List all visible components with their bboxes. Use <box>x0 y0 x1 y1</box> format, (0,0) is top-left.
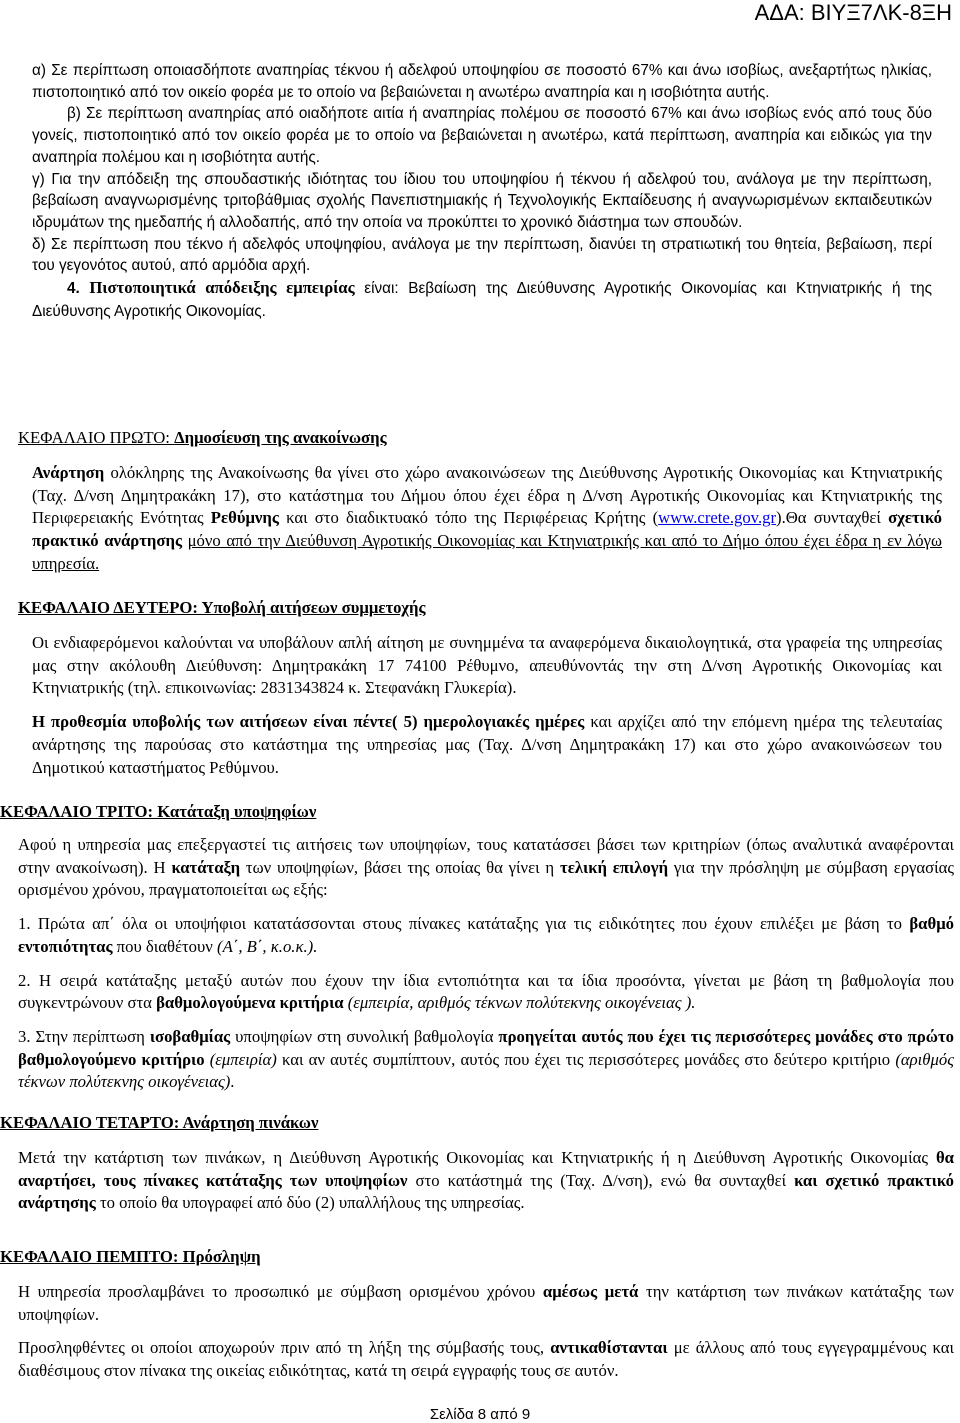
ranking-item-1: 1. Πρώτα απ΄ όλα οι υποψήφιοι κατατάσσονται στους πίνακες κατάταξης για τις ειδικότητες που έχουν επιλέξει με βάση το βαθμό εντοπιότητας που διαθέτουν (Α΄, Β΄, κ.ο.κ.). <box>18 914 954 956</box>
deadline-paragraph: Η προθεσμία υποβολής των αιτήσεων είναι πέντε( 5) ημερολογιακές ημέρες και αρχίζει από την επόμενη ημέρα της τελευταίας ανάρτησης της παρούσας στο κατάστημα της υπηρεσίας μας (Ταχ. Δ/νση Δημητρακάκη 17) και στο χώρο ανακοινώσεων του Δημοτικού καταστήματος Ρεθύμνου. <box>32 712 942 777</box>
chapter-1-body <box>32 462 942 576</box>
chapter-3-body <box>18 834 954 1094</box>
ada-code: ΑΔΑ: ΒΙΥΞ7ΛΚ-8ΞΗ <box>754 0 952 25</box>
chapter-3-title: ΚΕΦΑΛΑΙΟ ΤΡΙΤΟ: Κατάταξη υποψηφίων <box>0 802 317 821</box>
chapter-5-title: ΚΕΦΑΛΑΙΟ ΠΕΜΠΤΟ: Πρόσληψη <box>0 1247 261 1266</box>
chapter-1-title: ΚΕΦΑΛΑΙΟ ΠΡΩΤΟ: Δημοσίευση της ανακοίνωσης <box>18 428 387 447</box>
chapter-2-body <box>32 632 942 779</box>
item-gamma: γ) Για την απόδειξη της σπουδαστικής ιδιότητας του ίδιου του υποψηφίου ή τέκνου ή αδελφού του, ανάλογα με την περίπτωση, βεβαίωση αναγνωρισμένης τριτοβάθμιας σχολής Πανεπιστημιακής ή Τεχνολογικής Εκπαίδευσης ή αναγνωρισμένων εκπαιδευτικών ιδρυμάτων της ημεδαπής ή αλλοδαπής, από την οποία να προκύπτει το χρονικό διάστημα των σπουδών. <box>32 170 932 231</box>
ranking-item-3: 3. Στην περίπτωση ισοβαθμίας υποψηφίων στη συνολική βαθμολογία προηγείται αυτός που έχει τις περισσότερες μονάδες στο πρώτο βαθμολογούμενο κριτήριο (εμπειρία) και αν αυτές συμπίπτουν, αυτός που έχει τις περισσότερες μονάδες στο δεύτερο κριτήριο (αριθμός τέκνων πολύτεκνης οικογένειας). <box>18 1026 954 1092</box>
item-4: 4. Πιστοποιητικά απόδειξης εμπειρίας είναι: Βεβαίωση της Διεύθυνσης Αγροτικής Οικονομίας και Κτηνιατρικής ή της Διεύθυνσης Αγροτικής Οικονομίας. <box>32 278 933 320</box>
chapter-2-title: ΚΕΦΑΛΑΙΟ ΔΕΥΤΕΡΟ: Υποβολή αιτήσεων συμμετοχής <box>18 598 426 617</box>
hiring-paragraph-2: Προσληφθέντες οι οποίοι αποχωρούν πριν από τη λήξη της σύμβασής τους, αντικαθίστανται με άλλους από τους εγγεγραμμένους και διαθέσιμους στον πίνακα της οικείας ειδικότητας, κατά τη σειρά εγγραφής τους σε αυτόν. <box>18 1338 954 1381</box>
posting-paragraph: Μετά την κατάρτιση των πινάκων, η Διεύθυνση Αγροτικής Οικονομίας και Κτηνιατρικής ή η Διεύθυνση Αγροτικής Οικονομίας θα αναρτήσει, τους πίνακες κατάταξης των υποψηφίων στο κατάστημά της (Ταχ. Δ/νση), ενώ θα συνταχθεί και σχετικό πρακτικό ανάρτησης το οποίο θα υπογραφεί από δύο (2) υπαλλήλους της υπηρεσίας. <box>18 1148 954 1213</box>
chapter-4-title: ΚΕΦΑΛΑΙΟ ΤΕΤΑΡΤΟ: Ανάρτηση πινάκων <box>0 1113 319 1132</box>
ranking-item-2: 2. Η σειρά κατάταξης μεταξύ αυτών που έχουν την ίδια εντοπιότητα και τα ίδια προσόντα, γίνεται με βάση τη βαθμολογία που συγκεντρώνουν στα βαθμολογούμενα κριτήρια (εμπειρία, αριθμός τέκνων πολύτεκνης οικογένειας ). <box>18 970 954 1013</box>
page-number: Σελίδα 8 από 9 <box>429 1406 531 1423</box>
chapter-4-body <box>18 1147 954 1215</box>
chapter-5-body <box>18 1281 954 1383</box>
submission-paragraph: Οι ενδιαφερόμενοι καλούνται να υποβάλουν απλή αίτηση με συνημμένα τα αναφερόμενα δικαιολογητικά, στα γραφεία της υπηρεσίας μας στην ακόλουθη Διεύθυνση: Δημητρακάκη 17 74100 Ρέθυμνο, απευθύνοντάς την στη Δ/νση Αγροτικής Οικονομίας και Κτηνιατρικής (τηλ. επικοινωνίας: 2831343824 κ. Στεφανάκη Γλυκερία). <box>32 633 942 698</box>
ranking-paragraph: Αφού η υπηρεσία μας επεξεργαστεί τις αιτήσεις των υποψηφίων, τους κατατάσσει βάσει των κριτηρίων (όπως αναλυτικά αναφέρονται στην ανακοίνωση). Η κατάταξη των υποψηφίων, βάσει της οποίας θα γίνει η τελική επιλογή για την πρόσληψη με σύμβαση εργασίας ορισμένου χρόνου, πραγματοποιείται ως εξής: <box>18 835 954 900</box>
item-alpha: α) Σε περίπτωση οποιασδήποτε αναπηρίας τέκνου ή αδελφού υποψηφίου σε ποσοστό 67% και άνω ισοβίως, ανεξαρτήτως ηλικίας, πιστοποιητικό από τον οικείο φορέα με το οποίο να βεβαιώνεται η ανωτέρω αναπηρία και η ισοβιότητα αυτής. <box>32 62 932 101</box>
item-beta: β) Σε περίπτωση αναπηρίας από οιαδήποτε αιτία ή αναπηρίας πολέμου σε ποσοστό 67% και άνω ισοβίως ενός από τους δύο γονείς, πιστοποιητικό από τον οικείο φορέα με το οποίο να βεβαιώνεται η ανωτέρω, κατά περίπτωση, αναπηρία και ειδικώς για την αναπηρία πολέμου και η ισοβιότητα αυτής. <box>32 105 932 166</box>
publication-paragraph: Ανάρτηση ολόκληρης της Ανακοίνωσης θα γίνει στο χώρο ανακοινώσεων της Διεύθυνσης Αγροτικής Οικονομίας και Κτηνιατρικής (Ταχ. Δ/νση Δημητρακάκη 17), στο κατάστημα του Δήμου όπου έχει έδρα η Δ/νση Αγροτικής Οικονομίας και Κτηνιατρικής της Περιφερειακής Ενότητας Ρεθύμνης και στο διαδικτυακό τόπο της Περιφέρειας Κρήτης (www.crete.gov.gr).Θα συνταχθεί σχετικό πρακτικό ανάρτησης μόνο από την Διεύθυνση Αγροτικής Οικονομίας και Κτηνιατρικής και από το Δήμο όπου έχει έδρα η εν λόγω υπηρεσία. <box>32 463 942 573</box>
hiring-paragraph-1: Η υπηρεσία προσλαμβάνει το προσωπικό με σύμβαση ορισμένου χρόνου αμέσως μετά την κατάρτιση των πινάκων κατάταξης των υποψηφίων. <box>18 1282 954 1324</box>
intro-section <box>32 60 932 322</box>
crete-link[interactable]: www.crete.gov.gr <box>658 508 777 528</box>
item-delta: δ) Σε περίπτωση που τέκνο ή αδελφός υποψηφίου, ανάλογα με την περίπτωση, διανύει τη στρατιωτική του θητεία, βεβαίωση, περί του γεγονότος αυτού, από αρμόδια αρχή. <box>32 235 932 275</box>
